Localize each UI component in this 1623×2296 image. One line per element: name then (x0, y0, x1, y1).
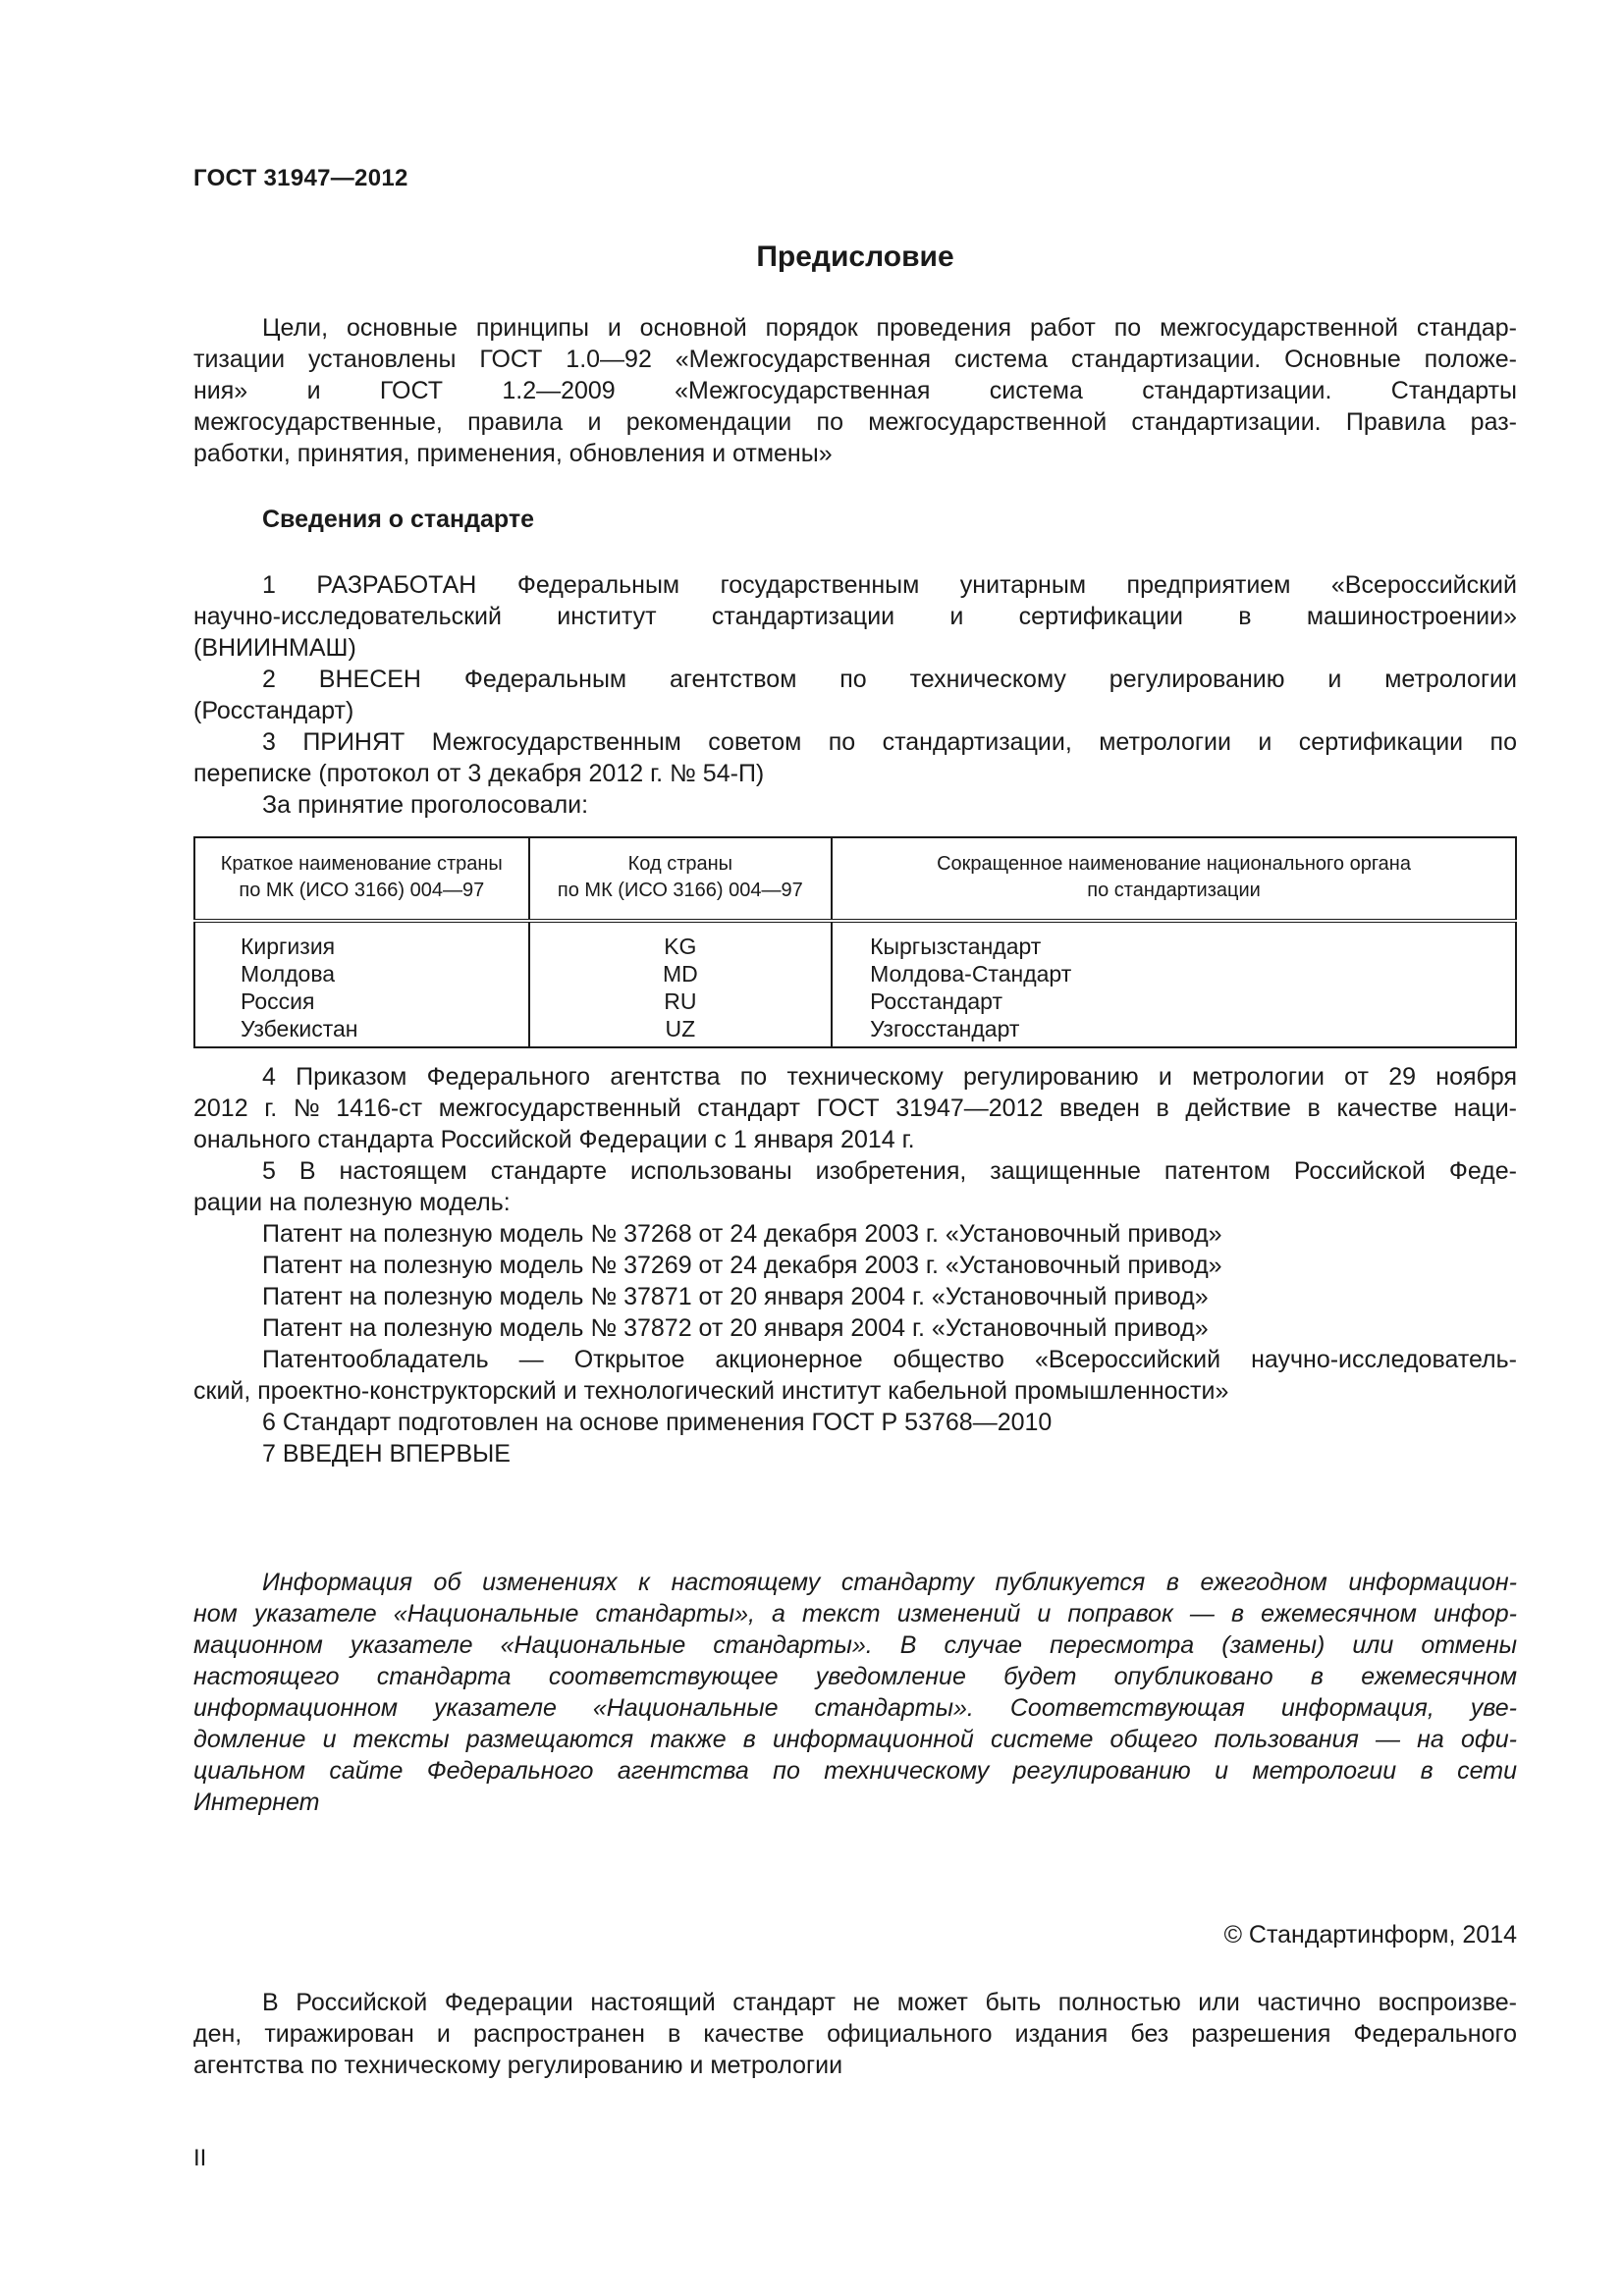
note-line: Интернет (193, 1789, 320, 1816)
cell-country: Россия (194, 988, 529, 1015)
table-row (194, 1015, 1516, 1047)
note-line: настоящего стандарта соответствующее уведомление будет опубликовано в ежемесячном (193, 1663, 1517, 1690)
item-3-line: переписке (протокол от 3 декабря 2012 г. № 54-П) (193, 760, 765, 787)
info-items-block (193, 569, 1517, 821)
item-7-line: 7 ВВЕДЕН ВПЕРВЫЕ (262, 1440, 511, 1468)
item-2-line: 2 ВНЕСЕН Федеральным агентством по техническому регулированию и метрологии (262, 666, 1517, 693)
text-line: межгосударственные, правила и рекомендации по межгосударственной стандартизации. Правила раз- (193, 408, 1517, 436)
note-line: домление и тексты размещаются также в информационной системе общего пользования — на офи- (193, 1726, 1517, 1753)
note-line: циальном сайте Федерального агентства по техническому регулированию и метрологии в сети (193, 1757, 1517, 1785)
page-title: Предисловие (756, 240, 954, 273)
header-country-code (529, 837, 832, 921)
patent-line: Патент на полезную модель № 37269 от 24 декабря 2003 г. «Установочный привод» (262, 1252, 1222, 1279)
standard-code: ГОСТ 31947—2012 (193, 165, 408, 191)
cell-body: Кыргызстандарт (832, 921, 1516, 960)
document-page (193, 0, 1517, 2296)
note-line: мационном указателе «Национальные стандарты». В случае пересмотра (замены) или отмены (193, 1631, 1517, 1659)
patent-line: Патент на полезную модель № 37268 от 24 декабря 2003 г. «Установочный привод» (262, 1220, 1222, 1248)
rights-line: В Российской Федерации настоящий стандарт не может быть полностью или частично воспроизве- (262, 1989, 1517, 2016)
item-4-line: 4 Приказом Федерального агентства по техническому регулированию и метрологии от 29 ноября (262, 1063, 1517, 1091)
cell-country: Молдова (194, 960, 529, 988)
cell-body: Молдова-Стандарт (832, 960, 1516, 988)
cell-country: Киргизия (194, 921, 529, 960)
item-2-line: (Росстандарт) (193, 697, 354, 724)
item-3-line: 3 ПРИНЯТ Межгосударственным советом по стандартизации, метрологии и сертификации по (262, 728, 1517, 756)
text-line: Цели, основные принципы и основной порядок проведения работ по межгосударственной стандар- (262, 314, 1517, 342)
voting-table (193, 836, 1517, 1048)
item-1-line: (ВНИИНМАШ) (193, 634, 356, 662)
table-row (194, 960, 1516, 988)
cell-code: UZ (529, 1015, 832, 1047)
table-row (194, 921, 1516, 960)
note-line: ном указателе «Национальные стандарты», а текст изменений и поправок — в ежемесячном инфор- (193, 1600, 1517, 1628)
item-5-line: 5 В настоящем стандарте использованы изобретения, защищенные патентом Российской Феде- (262, 1157, 1517, 1185)
header-line: по стандартизации (1087, 880, 1261, 901)
cell-body: Узгосстандарт (832, 1015, 1516, 1047)
item-4-line: онального стандарта Российской Федерации с 1 января 2014 г. (193, 1126, 915, 1153)
holder-line: ский, проектно-конструкторский и технологический институт кабельной промышленности» (193, 1377, 1229, 1405)
item-5-line: рации на полезную модель: (193, 1189, 511, 1216)
item-6-line: 6 Стандарт подготовлен на основе применения ГОСТ Р 53768—2010 (262, 1409, 1053, 1436)
header-line: по МК (ИСО 3166) 004—97 (239, 880, 485, 901)
note-line: Информация об изменениях к настоящему стандарту публикуется в ежегодном информацион- (262, 1569, 1517, 1596)
table-row (194, 988, 1516, 1015)
rights-line: ден, тиражирован и распространен в качестве официального издания без разрешения Федерального (193, 2020, 1517, 2048)
rights-line: агентства по техническому регулированию и метрологии (193, 2052, 843, 2079)
note-line: информационном указателе «Национальные стандарты». Соответствующая информация, уве- (193, 1694, 1517, 1722)
intro-paragraph (193, 312, 1517, 469)
patent-line: Патент на полезную модель № 37872 от 20 января 2004 г. «Установочный привод» (262, 1314, 1209, 1342)
cell-body: Росстандарт (832, 988, 1516, 1015)
cell-code: RU (529, 988, 832, 1015)
header-line: Код страны (627, 853, 733, 875)
changes-info-note (193, 1567, 1517, 1818)
item-1-line: 1 РАЗРАБОТАН Федеральным государственным унитарным предприятием «Всероссийский (262, 571, 1517, 599)
table-header-row (194, 837, 1516, 921)
voted-label: За принятие проголосовали: (262, 791, 589, 819)
header-country-name (194, 837, 529, 921)
section-heading: Сведения о стандарте (262, 506, 535, 533)
cell-code: MD (529, 960, 832, 988)
text-line: ния» и ГОСТ 1.2—2009 «Межгосударственная система стандартизации. Стандарты (193, 377, 1517, 404)
header-line: Сокращенное наименование национального органа (937, 853, 1411, 875)
rights-paragraph (193, 1987, 1517, 2081)
text-line: работки, принятия, применения, обновления и отмены» (193, 440, 833, 467)
header-national-body (832, 837, 1516, 921)
items-4-7-block (193, 1061, 1517, 1469)
page-number: II (193, 2145, 207, 2171)
cell-country: Узбекистан (194, 1015, 529, 1047)
header-line: по МК (ИСО 3166) 004—97 (557, 880, 803, 901)
header-line: Краткое наименование страны (220, 853, 503, 875)
item-1-line: научно-исследовательский институт стандартизации и сертификации в машиностроении» (193, 603, 1517, 630)
cell-code: KG (529, 921, 832, 960)
text-line: тизации установлены ГОСТ 1.0—92 «Межгосударственная система стандартизации. Основные положе- (193, 346, 1517, 373)
holder-line: Патентообладатель — Открытое акционерное общество «Всероссийский научно-исследователь- (262, 1346, 1517, 1373)
copyright-notice: © Стандартинформ, 2014 (1223, 1921, 1517, 1949)
item-4-line: 2012 г. № 1416-ст межгосударственный стандарт ГОСТ 31947—2012 введен в действие в качестве наци- (193, 1095, 1517, 1122)
patent-line: Патент на полезную модель № 37871 от 20 января 2004 г. «Установочный привод» (262, 1283, 1209, 1310)
